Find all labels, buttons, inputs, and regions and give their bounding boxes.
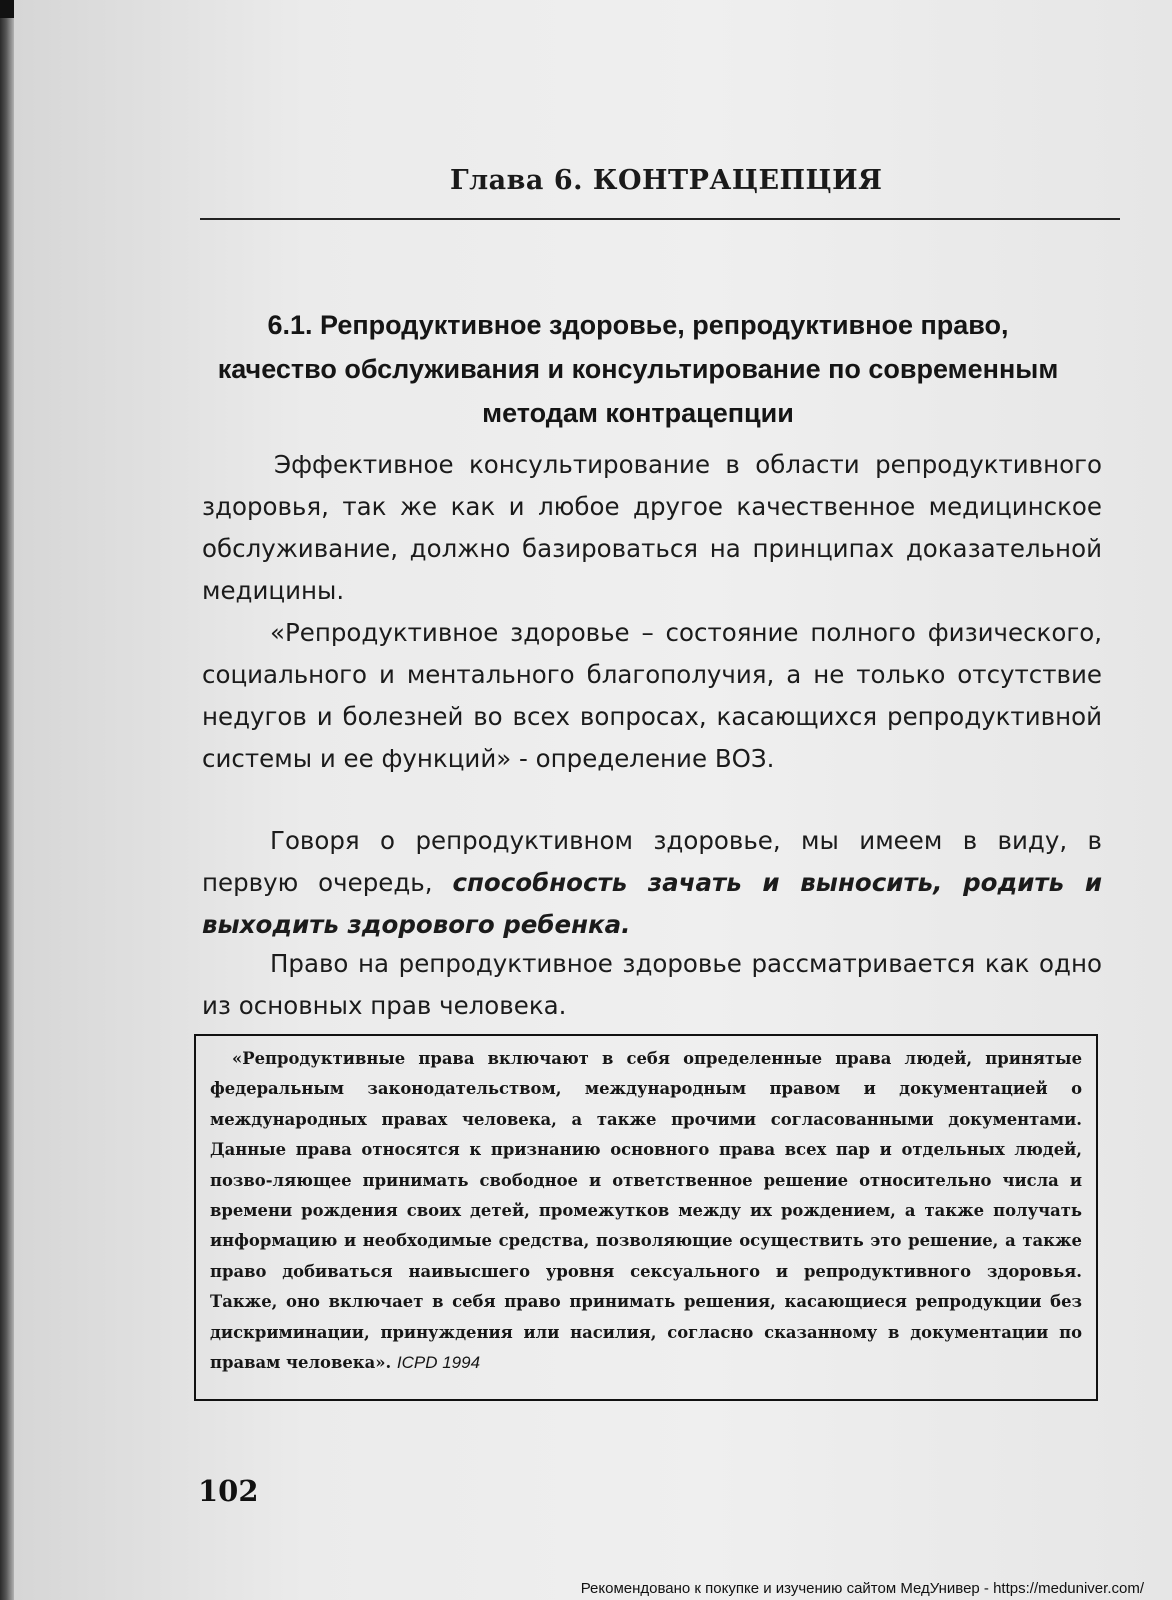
- book-page: [14, 0, 1172, 1600]
- quote-text: «Репродуктивные права включают в себя определенные права людей, принятые федеральным законодательством, международным правом и документацией о международных правах человека, а также прочими согласованными документами. Данные права относятся к признанию основного права всех пар и отдельных людей, позво-ляющее принимать свободное и ответственное решение относительно числа и времени рождения своих детей, промежутков между их рождением, а также получать информацию и необходимые средства, позволяющие осуществить это решение, а также право добиваться наивысшего уровня сексуального и репродуктивного здоровья. Также, оно включает в себя право принимать решения, касающиеся репродукции без дискриминации, принуждения или насилия, согласно сказанному в документации по правам человека».: [210, 1049, 1082, 1373]
- chapter-title: Глава 6. КОНТРАЦЕПЦИЯ: [450, 165, 883, 196]
- paragraph-right: Право на репродуктивное здоровье рассматривается как одно из основных прав человека.: [202, 949, 1102, 1020]
- paragraph-reproductive-health-start: Говоря о репродуктивном здоровье, мы имеем в виду, в первую очередь,: [202, 826, 1102, 897]
- paragraph-reproductive-health-emphasis: способность зачать и выносить, родить и выходить здорового ребенка.: [202, 868, 1102, 939]
- paragraph-consulting: Эффективное консультирование в области репродуктивного здоровья, так же как и любое другое качественное медицинское обслуживание, должно базироваться на принципах доказательной медицины.: [202, 450, 1102, 605]
- section-title: 6.1. Репродуктивное здоровье, репродуктивное право, качество обслуживания и консультирование по современным методам контрацепции: [217, 310, 1059, 428]
- paragraph-who-definition: «Репродуктивное здоровье – состояние полного физического, социального и ментального благополучия, а не только отсутствие недугов и болезней во всех вопросах, касающихся репродуктивной системы и ее функций» - определение ВОЗ.: [202, 618, 1102, 773]
- paragraph-reproductive-health: [202, 820, 1102, 946]
- page-number: 102: [198, 1474, 259, 1508]
- chapter-divider: [200, 218, 1120, 220]
- quote-box: [194, 1034, 1098, 1401]
- watermark: Рекомендовано к покупке и изучению сайтом МедУнивер - https://meduniver.com/: [580, 1580, 1144, 1597]
- quote-text-block: [210, 1044, 1082, 1378]
- quote-source: ICPD 1994: [396, 1353, 481, 1373]
